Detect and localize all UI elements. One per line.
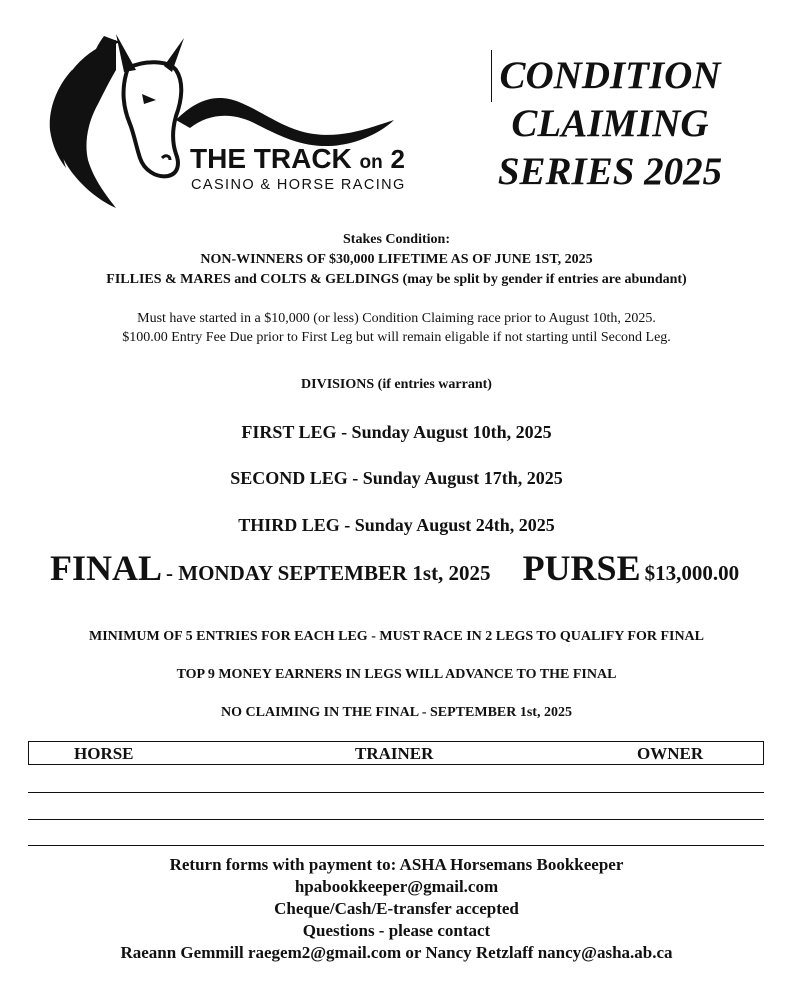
stakes-condition-heading: Stakes Condition: [343,232,450,247]
condition-line-1: NON-WINNERS OF $30,000 LIFETIME AS OF JUNE 1ST, 2025 [200,252,593,267]
final-date: - MONDAY SEPTEMBER 1st, 2025 [166,561,491,585]
entry-row-line-2[interactable] [28,819,764,820]
third-leg-label: THIRD LEG [238,515,340,535]
final-line [50,547,739,589]
col-owner: OWNER [637,744,704,763]
first-leg-date: - Sunday August 10th, 2025 [341,422,552,442]
footer-line-1: Return forms with payment to: ASHA Horsemans Bookkeeper [169,855,624,874]
footer-contact [0,854,793,964]
second-leg-label: SECOND LEG [230,468,348,488]
condition-line-2: FILLIES & MARES and COLTS & GELDINGS (may be split by gender if entries are abundant) [106,272,687,287]
page-title [480,52,740,196]
purse-label: PURSE [522,548,641,588]
col-trainer: TRAINER [355,744,434,763]
title-line-2: CLAIMING [511,102,709,145]
logo-name-main: THE TRACK [190,143,352,174]
first-leg-label: FIRST LEG [241,422,337,442]
entry-row-line-1[interactable] [28,792,764,793]
entry-row-line-3[interactable] [28,845,764,846]
title-line-3: SERIES 2025 [497,150,723,193]
footer-email: hpabookkeeper@gmail.com [294,877,499,896]
condition-line-3: Must have started in a $10,000 (or less) Condition Claiming race prior to August 10th, 2025. [137,311,656,326]
final-label: FINAL [50,548,163,588]
divisions-note: DIVISIONS (if entries warrant) [301,377,492,392]
first-leg [0,422,793,443]
footer-line-4: Questions - please contact [302,921,491,940]
logo-wordmark [190,143,405,175]
logo-name-on: on [359,152,383,173]
track-logo [44,30,434,215]
footer-contacts: Raeann Gemmill raegem2@gmail.com or Nancy Retzlaff nancy@asha.ab.ca [120,943,673,962]
col-horse: HORSE [74,744,134,763]
entry-table-header [28,741,764,765]
title-line-1: CONDITION [499,54,721,97]
rule-2: TOP 9 MONEY EARNERS IN LEGS WILL ADVANCE TO THE FINAL [176,667,617,682]
purse-amount: $13,000.00 [644,561,740,585]
second-leg-date: - Sunday August 17th, 2025 [352,468,563,488]
logo-name-num: 2 [390,144,406,174]
third-leg [0,515,793,536]
condition-line-4: $100.00 Entry Fee Due prior to First Leg but will remain eligable if not starting until Second Leg. [122,330,671,345]
rule-3: NO CLAIMING IN THE FINAL - SEPTEMBER 1st, 2025 [221,705,572,720]
second-leg [0,468,793,489]
logo-subtitle: CASINO & HORSE RACING [191,177,406,193]
footer-line-3: Cheque/Cash/E-transfer accepted [274,899,519,918]
rule-1: MINIMUM OF 5 ENTRIES FOR EACH LEG - MUST RACE IN 2 LEGS TO QUALIFY FOR FINAL [88,629,705,644]
third-leg-date: - Sunday August 24th, 2025 [344,515,555,535]
